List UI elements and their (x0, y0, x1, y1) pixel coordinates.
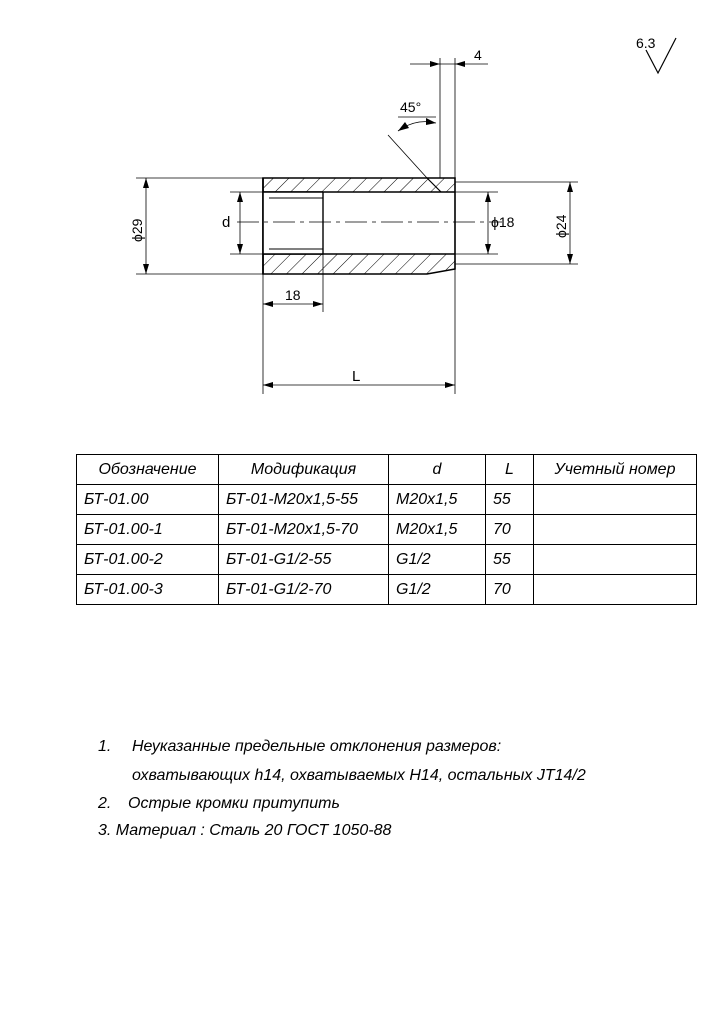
bore-dia-label: ϕ18 (491, 214, 515, 230)
cell-designation: БТ-01.00-3 (77, 575, 219, 605)
note-1-continued (132, 767, 586, 785)
dim-shoulder-dia (455, 182, 578, 264)
cell-account-number (534, 575, 697, 605)
dim-thread-d (222, 192, 263, 254)
col-header-l: L (486, 455, 534, 485)
chamfer-angle-label: 45° (400, 99, 422, 115)
table-row (77, 575, 697, 605)
total-length-label: L (352, 368, 361, 385)
note-text: охватывающих h14, охватываемых Н14, остальных JT14/2 (132, 767, 586, 784)
note-1 (98, 738, 502, 756)
modification-table (76, 454, 697, 605)
cell-d: G1/2 (389, 575, 486, 605)
col-header-designation: Обозначение (77, 455, 219, 485)
table-row (77, 485, 697, 515)
cell-modification: БТ-01-М20х1,5-70 (219, 515, 389, 545)
cell-designation: БТ-01.00-2 (77, 545, 219, 575)
note-number: 2. (98, 795, 112, 812)
cell-d: G1/2 (389, 545, 486, 575)
note-text: 3. Материал : Сталь 20 ГОСТ 1050-88 (98, 822, 392, 839)
cell-account-number (534, 515, 697, 545)
dim-chamfer-angle (388, 99, 436, 178)
cell-modification: БТ-01-G1/2-55 (219, 545, 389, 575)
shoulder-dia-label: ϕ24 (553, 214, 569, 238)
cell-l: 55 (486, 545, 534, 575)
cell-l: 55 (486, 485, 534, 515)
cell-designation: БТ-01.00 (77, 485, 219, 515)
cell-designation: БТ-01.00-1 (77, 515, 219, 545)
cell-account-number (534, 545, 697, 575)
dim-chamfer-width (410, 47, 488, 178)
lower-wall-hatch (263, 254, 455, 274)
note-3 (98, 822, 391, 840)
table-row (77, 515, 697, 545)
cell-modification: БТ-01-G1/2-70 (219, 575, 389, 605)
outer-dia-label: ϕ29 (129, 218, 145, 242)
col-header-account-number: Учетный номер (534, 455, 697, 485)
note-text: Неуказанные предельные отклонения размеров: (132, 738, 502, 755)
chamfer-width-label: 4 (474, 47, 482, 63)
cell-d: М20х1,5 (389, 485, 486, 515)
upper-wall-hatch (263, 178, 455, 192)
roughness-value: 6.3 (636, 35, 656, 51)
roughness-symbol (636, 35, 676, 73)
table-header-row (77, 455, 697, 485)
thread-d-label: d (222, 214, 231, 231)
table-row (77, 545, 697, 575)
cell-modification: БТ-01-М20х1,5-55 (219, 485, 389, 515)
note-2 (98, 795, 340, 813)
thread-length-label: 18 (285, 287, 301, 303)
part-drawing (0, 0, 723, 440)
col-header-d: d (389, 455, 486, 485)
note-number: 1. (98, 738, 112, 755)
note-text: Острые кромки притупить (128, 795, 340, 812)
col-header-modification: Модификация (219, 455, 389, 485)
cell-d: М20х1,5 (389, 515, 486, 545)
thread-region (263, 192, 323, 254)
cell-l: 70 (486, 515, 534, 545)
dim-bore-dia (455, 192, 515, 254)
cell-l: 70 (486, 575, 534, 605)
cell-account-number (534, 485, 697, 515)
